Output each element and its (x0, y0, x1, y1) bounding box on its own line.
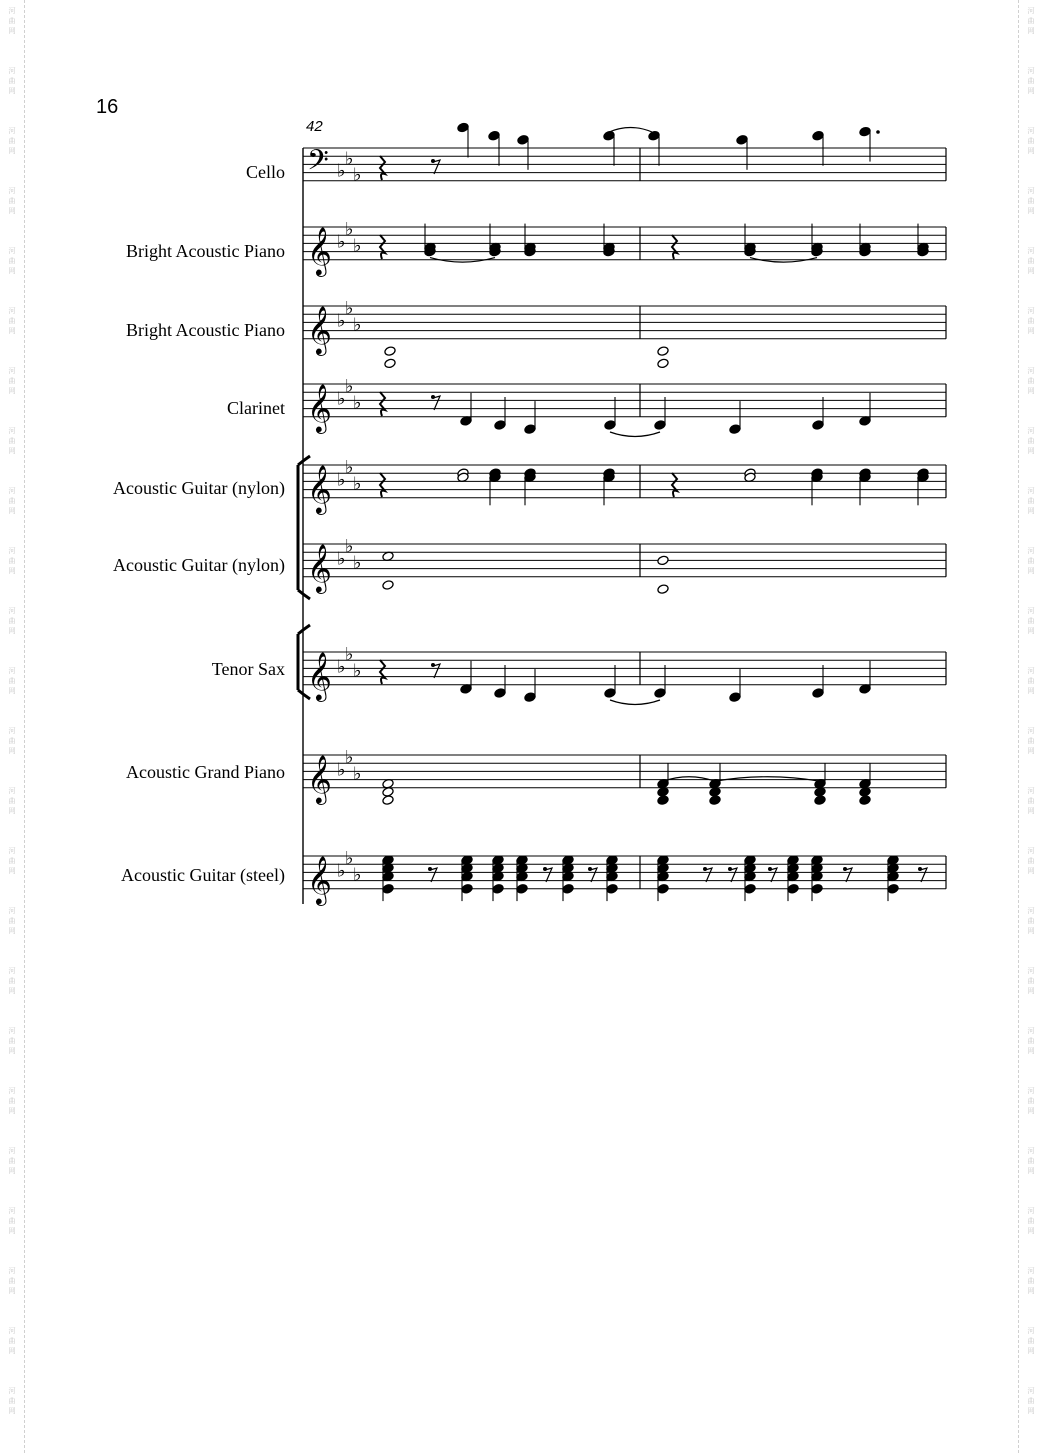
watermark-right: 河 曲 网 (1027, 907, 1035, 935)
watermark-right: 河 曲 网 (1027, 7, 1035, 35)
whole-note (657, 346, 669, 357)
flat-icon: ♭ (337, 759, 346, 781)
watermark-right: 河 曲 网 (1027, 787, 1035, 815)
tie (610, 432, 660, 437)
melody-note (524, 424, 536, 435)
watermark-left: 河 曲 网 (8, 247, 16, 275)
tie (663, 777, 715, 782)
eighth-rest-icon (730, 868, 737, 882)
melody-note (729, 692, 741, 703)
watermark-right: 河 曲 网 (1027, 1267, 1035, 1295)
flat-icon: ♭ (337, 656, 346, 678)
watermark-left: 河 曲 网 (8, 727, 16, 755)
melody-note (812, 420, 824, 431)
treble-clef-icon: 𝄞 (307, 226, 332, 275)
flat-icon: ♭ (337, 548, 346, 570)
watermark-right: 河 曲 网 (1027, 967, 1035, 995)
eighth-rest-icon (590, 868, 597, 882)
watermark-left: 河 曲 网 (8, 367, 16, 395)
watermark-left: 河 曲 网 (8, 1207, 16, 1235)
treble-clef-icon: 𝄞 (307, 383, 332, 432)
strum-note (461, 883, 473, 894)
watermark-right: 河 曲 网 (1027, 847, 1035, 875)
watermark-right: 河 曲 网 (1027, 187, 1035, 215)
strum-note (516, 883, 528, 894)
watermark-left: 河 曲 网 (8, 787, 16, 815)
melody-note (654, 420, 666, 431)
watermark-right: 河 曲 网 (1027, 547, 1035, 575)
eighth-rest-icon (545, 868, 552, 882)
watermark-left: 河 曲 网 (8, 307, 16, 335)
watermark-left: 河 曲 网 (8, 967, 16, 995)
instrument-label-clarinet: Clarinet (227, 398, 285, 418)
measure-number: 42 (306, 118, 323, 135)
eighth-rest-icon (433, 664, 440, 678)
watermark-left: 河 曲 网 (8, 847, 16, 875)
quarter-rest-icon (380, 392, 385, 416)
watermark-right: 河 曲 网 (1027, 1387, 1035, 1415)
flat-icon: ♭ (353, 763, 362, 785)
watermark-right: 河 曲 网 (1027, 727, 1035, 755)
watermark-right: 河 曲 网 (1027, 367, 1035, 395)
treble-clef-icon: 𝄞 (307, 855, 332, 904)
watermark-right: 河 曲 网 (1027, 67, 1035, 95)
flat-icon: ♭ (337, 860, 346, 882)
strum-note (811, 883, 823, 894)
flat-icon: ♭ (353, 552, 362, 574)
flat-icon: ♭ (337, 310, 346, 332)
instrument-label-steel-guitar: Acoustic Guitar (steel) (121, 865, 285, 885)
flat-icon: ♭ (353, 164, 362, 186)
eighth-rest-icon (433, 160, 440, 174)
whole-note (384, 346, 396, 357)
quarter-rest-icon (380, 473, 385, 497)
cello-note (457, 122, 469, 133)
melody-note (604, 420, 616, 431)
strum-note (787, 883, 799, 894)
flat-icon: ♭ (353, 392, 362, 414)
watermark-left: 河 曲 网 (8, 427, 16, 455)
cello-note (736, 134, 748, 145)
tie (610, 700, 660, 705)
watermark-right: 河 曲 网 (1027, 607, 1035, 635)
treble-clef-icon: 𝄞 (307, 754, 332, 803)
instrument-label-tenor-sax: Tenor Sax (211, 659, 285, 679)
melody-note (654, 688, 666, 699)
whole-note (657, 358, 669, 369)
strum-note (492, 883, 504, 894)
cello-note (517, 134, 529, 145)
watermark-left: 河 曲 网 (8, 607, 16, 635)
cello-note (812, 130, 824, 141)
flat-icon: ♭ (345, 536, 354, 558)
watermark-left: 河 曲 网 (8, 487, 16, 515)
flat-icon: ♭ (337, 160, 346, 182)
eighth-rest-icon (920, 868, 927, 882)
flat-icon: ♭ (353, 314, 362, 336)
chord-note (814, 795, 826, 806)
treble-clef-icon: 𝄞 (307, 464, 332, 513)
flat-icon: ♭ (353, 864, 362, 886)
chord-note (382, 795, 394, 806)
eighth-rest-icon (770, 868, 777, 882)
instrument-label-cello: Cello (246, 162, 285, 182)
flat-icon: ♭ (353, 235, 362, 257)
eighth-rest-icon (705, 868, 712, 882)
strum-note (657, 883, 669, 894)
eighth-rest-icon (430, 868, 437, 882)
flat-icon: ♭ (353, 660, 362, 682)
watermark-left: 河 曲 网 (8, 1087, 16, 1115)
flat-icon: ♭ (345, 457, 354, 479)
melody-note (604, 688, 616, 699)
instrument-label-grand-piano: Acoustic Grand Piano (126, 762, 285, 782)
bass-clef-icon: 𝄢 (307, 144, 329, 184)
eighth-rest-icon (845, 868, 852, 882)
treble-clef-icon: 𝄞 (307, 651, 332, 700)
tie (609, 128, 652, 133)
instrument-label-bright-piano-1: Bright Acoustic Piano (126, 241, 285, 261)
watermark-right: 河 曲 网 (1027, 1147, 1035, 1175)
watermark-right: 河 曲 网 (1027, 307, 1035, 335)
cello-note (488, 130, 500, 141)
melody-note (494, 688, 506, 699)
flat-icon: ♭ (345, 219, 354, 241)
chord-note (859, 795, 871, 806)
whole-note (657, 584, 669, 595)
watermark-left: 河 曲 网 (8, 907, 16, 935)
watermark-right: 河 曲 网 (1027, 1027, 1035, 1055)
cello-note (859, 126, 871, 137)
watermark-right: 河 曲 网 (1027, 427, 1035, 455)
flat-icon: ♭ (337, 388, 346, 410)
watermark-right: 河 曲 网 (1027, 667, 1035, 695)
watermark-right: 河 曲 网 (1027, 1327, 1035, 1355)
watermark-right: 河 曲 网 (1027, 127, 1035, 155)
chord-note (657, 795, 669, 806)
quarter-rest-icon (380, 156, 385, 180)
watermark-left: 河 曲 网 (8, 547, 16, 575)
whole-note (657, 555, 669, 566)
quarter-rest-icon (380, 235, 385, 259)
flat-icon: ♭ (345, 298, 354, 320)
chord-note (709, 795, 721, 806)
whole-note (384, 358, 396, 369)
melody-note (729, 424, 741, 435)
strum-note (606, 883, 618, 894)
treble-clef-icon: 𝄞 (307, 305, 332, 354)
instrument-label-nylon-guitar-2: Acoustic Guitar (nylon) (113, 555, 285, 575)
strum-note (744, 883, 756, 894)
strum-note (562, 883, 574, 894)
watermark-left: 河 曲 网 (8, 7, 16, 35)
watermark-left: 河 曲 网 (8, 667, 16, 695)
instrument-label-bright-piano-2: Bright Acoustic Piano (126, 320, 285, 340)
eighth-rest-icon (433, 396, 440, 410)
melody-note (812, 688, 824, 699)
notes-group (380, 122, 929, 901)
cello-note (648, 130, 660, 141)
strum-note (887, 883, 899, 894)
watermark-left: 河 曲 网 (8, 1147, 16, 1175)
melody-note (494, 420, 506, 431)
watermark-left: 河 曲 网 (8, 1327, 16, 1355)
quarter-rest-icon (672, 235, 677, 259)
melody-note (524, 692, 536, 703)
watermark-left: 河 曲 网 (8, 1387, 16, 1415)
flat-icon: ♭ (345, 848, 354, 870)
flat-icon: ♭ (337, 231, 346, 253)
flat-icon: ♭ (345, 644, 354, 666)
quarter-rest-icon (380, 660, 385, 684)
instrument-label-nylon-guitar-1: Acoustic Guitar (nylon) (113, 478, 285, 498)
watermark-left: 河 曲 网 (8, 1027, 16, 1055)
watermark-right: 河 曲 网 (1027, 1087, 1035, 1115)
watermark-left: 河 曲 网 (8, 67, 16, 95)
watermark-left: 河 曲 网 (8, 127, 16, 155)
flat-icon: ♭ (337, 469, 346, 491)
watermark-right: 河 曲 网 (1027, 247, 1035, 275)
staff-group (303, 144, 946, 906)
watermark-right: 河 曲 网 (1027, 487, 1035, 515)
quarter-rest-icon (672, 473, 677, 497)
watermark-left: 河 曲 网 (8, 1267, 16, 1295)
dot (876, 130, 880, 134)
watermark-left: 河 曲 网 (8, 187, 16, 215)
treble-clef-icon: 𝄞 (307, 543, 332, 592)
flat-icon: ♭ (345, 747, 354, 769)
whole-note (382, 580, 394, 591)
page-number: 16 (96, 96, 119, 118)
strum-note (382, 883, 394, 894)
flat-icon: ♭ (345, 148, 354, 170)
watermark-right: 河 曲 网 (1027, 1207, 1035, 1235)
tie (715, 777, 820, 782)
flat-icon: ♭ (345, 376, 354, 398)
flat-icon: ♭ (353, 473, 362, 495)
